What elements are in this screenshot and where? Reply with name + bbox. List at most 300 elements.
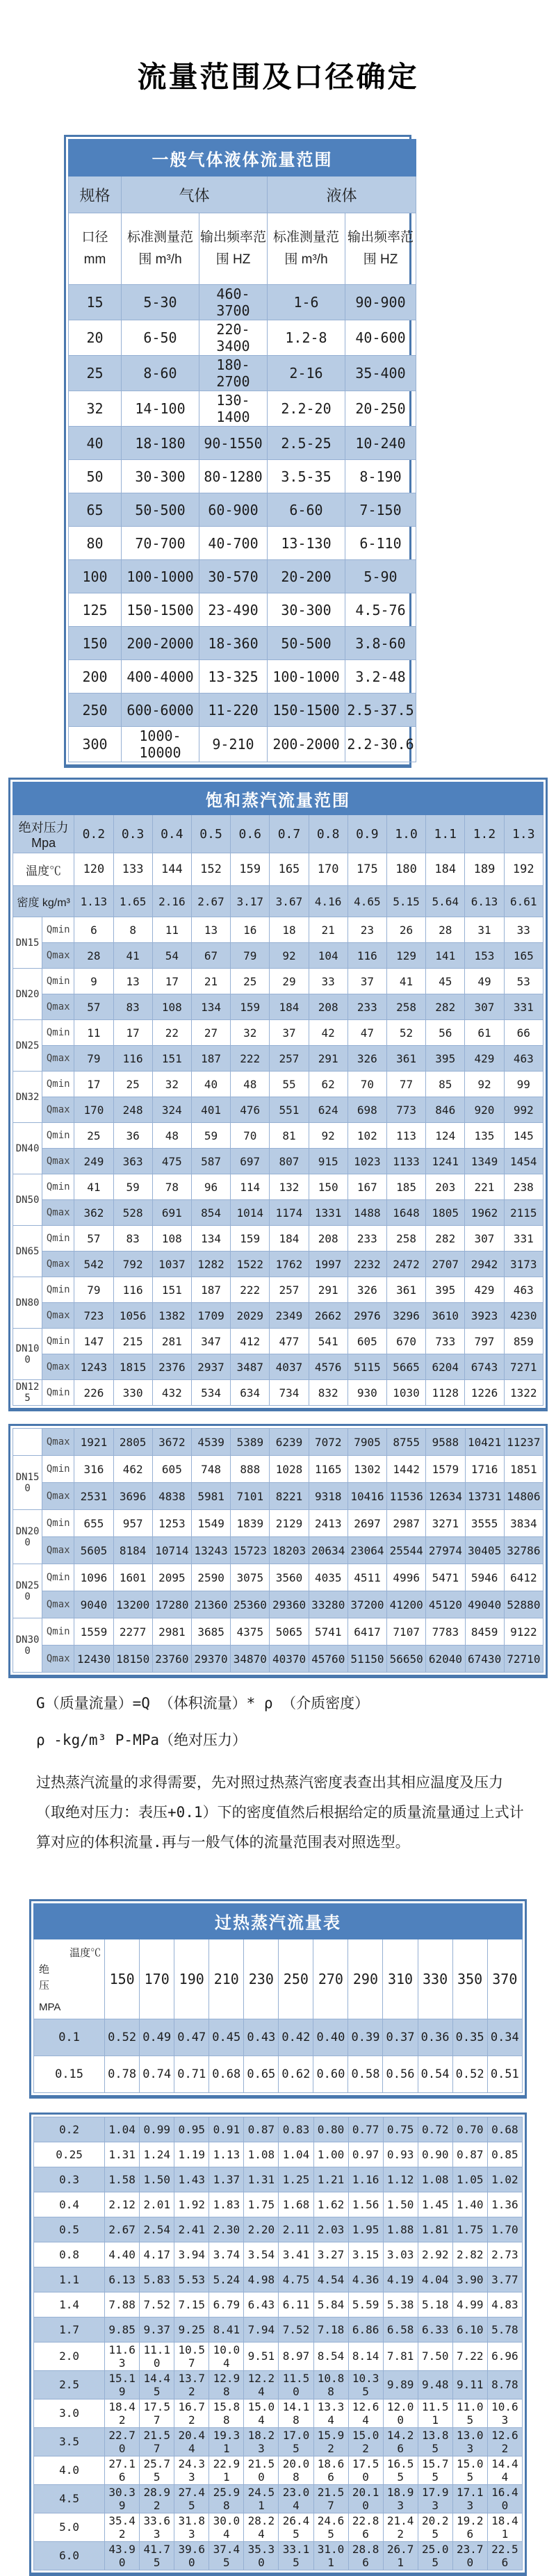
flow-value-cell: 1037: [152, 1252, 191, 1277]
density-value-cell: 3.90: [452, 2267, 487, 2292]
flow-value-cell: 1241: [426, 1149, 465, 1174]
flow-value-cell: 13731: [465, 1483, 504, 1510]
flow-value-cell: 7072: [309, 1429, 348, 1456]
flow-value-cell: 1226: [465, 1380, 504, 1406]
flow-value-cell: 9: [74, 969, 113, 994]
flow-value-cell: 1851: [504, 1456, 543, 1483]
diameter-cell: 125: [69, 593, 122, 627]
flow-value-cell: 723: [74, 1303, 113, 1329]
density-value-cell: 13.72: [174, 2370, 209, 2399]
diameter-cell: 20: [69, 320, 122, 356]
flow-value-cell: 92: [465, 1072, 504, 1097]
flow-value-cell: 42: [309, 1020, 348, 1046]
flow-value-cell: 2472: [386, 1252, 425, 1277]
density-value-cell: 0.72: [418, 2117, 452, 2142]
flow-value-cell: 6417: [348, 1618, 386, 1646]
density-value-cell: 0.52: [105, 2019, 140, 2056]
flow-value-cell: 37: [348, 969, 386, 994]
flow-value-cell: 551: [270, 1097, 309, 1123]
range-cell: 30-300: [122, 460, 199, 493]
flow-value-cell: 541: [309, 1329, 348, 1354]
dn-label: DN100: [13, 1329, 42, 1380]
density-value-cell: 15.75: [418, 2456, 452, 2484]
qmax-label: Qmax: [42, 1149, 74, 1174]
flow-value-cell: 1382: [152, 1303, 191, 1329]
flow-value-cell: 4375: [231, 1618, 270, 1646]
table1-row: [69, 356, 416, 391]
density-value-cell: 5.83: [140, 2267, 174, 2292]
flow-value-cell: 11: [74, 1020, 113, 1046]
flow-value-cell: 7101: [231, 1483, 270, 1510]
qmax-label: Qmax: [42, 1646, 74, 1673]
dn-label: DN25: [13, 1020, 42, 1072]
density-value-cell: 2.11: [279, 2217, 313, 2242]
density-value-cell: 4.40: [105, 2242, 140, 2267]
flow-value-cell: 55: [270, 1072, 309, 1097]
pressure-row-label: 0.4: [34, 2192, 105, 2217]
flow-value-cell: 165: [504, 943, 543, 969]
flow-value-cell: 347: [191, 1329, 230, 1354]
qmax-label: Qmax: [42, 1354, 74, 1380]
density-value-cell: 13.85: [418, 2427, 452, 2456]
qmin-label: Qmin: [42, 1456, 74, 1483]
general-flow-table-frame: [64, 135, 414, 768]
range-cell: 100-1000: [268, 660, 345, 694]
pressure-row-label: 0.25: [34, 2142, 105, 2167]
density-value-cell: 0.77: [348, 2117, 383, 2142]
flow-value-cell: 655: [74, 1510, 113, 1537]
table3-title: 过热蒸汽流量表: [34, 1903, 523, 1939]
flow-value-cell: 307: [465, 1226, 504, 1252]
table1-row: [69, 727, 416, 762]
table3-row: [34, 2370, 523, 2399]
dn-label: DN250: [13, 1564, 42, 1618]
flow-value-cell: 92: [309, 1123, 348, 1149]
flow-value-cell: 30405: [465, 1537, 504, 1564]
density-value-cell: 3.94: [174, 2242, 209, 2267]
temperature-column-header: 270: [313, 1939, 348, 2019]
density-value-cell: 1.70: [487, 2217, 522, 2242]
density-value-cell: 1.75: [244, 2192, 279, 2217]
density-value-cell: 33.63: [140, 2513, 174, 2541]
density-value-cell: 11.05: [452, 2399, 487, 2427]
flow-value-cell: 331: [504, 994, 543, 1020]
flow-value-cell: 462: [113, 1456, 152, 1483]
flow-value-cell: 1815: [113, 1354, 152, 1380]
flow-value-cell: 17: [152, 969, 191, 994]
flow-value-cell: 542: [74, 1252, 113, 1277]
flow-value-cell: 605: [152, 1456, 191, 1483]
flow-value-cell: 72710: [504, 1646, 543, 1673]
flow-value-cell: 534: [191, 1380, 230, 1406]
temperature-value-cell: 189: [465, 853, 504, 886]
flow-value-cell: 7783: [426, 1618, 465, 1646]
flow-value-cell: 2029: [231, 1303, 270, 1329]
density-value-cell: 18.42: [105, 2399, 140, 2427]
flow-value-cell: 37200: [348, 1591, 386, 1618]
flow-value-cell: 8184: [113, 1537, 152, 1564]
density-value-cell: 1.04: [279, 2142, 313, 2167]
density-value-cell: 2.41: [174, 2217, 209, 2242]
qmax-label: Qmax: [42, 994, 74, 1020]
flow-value-cell: 116: [113, 1046, 152, 1072]
range-cell: 600-6000: [122, 694, 199, 727]
flow-value-cell: 7107: [387, 1618, 426, 1646]
density-value-cell: 28.24: [244, 2513, 279, 2541]
flow-value-cell: 49: [465, 969, 504, 994]
table1-row: [69, 427, 416, 460]
table2-row: [13, 1046, 543, 1072]
density-value-cell: 6.13: [105, 2267, 140, 2292]
density-value-cell: 6.33: [418, 2317, 452, 2342]
density-value-cell: 0.80: [313, 2117, 348, 2142]
density-value-cell: 0.37: [383, 2019, 418, 2056]
density-value-cell: 13.03: [452, 2427, 487, 2456]
note-superheated-instructions: 过热蒸汽流量的求得需要，先对照过热蒸汽密度表查出其相应温度及压力（取绝对压力：表压+0.1）下的密度值然后根据给定的质量流量通过上式计算对应的体积流量.再与一般气体的流量范围表对照选型。: [36, 1773, 524, 1851]
qmin-label: Qmin: [42, 1510, 74, 1537]
dn-label: DN32: [13, 1072, 42, 1123]
density-value-cell: 10.35: [348, 2370, 383, 2399]
flow-value-cell: 395: [426, 1277, 465, 1303]
density-value-cell: 26.45: [279, 2513, 313, 2541]
density-value-cell: 5.38: [383, 2292, 418, 2317]
density-value-cell: 0.36: [418, 2019, 452, 2056]
flow-value-cell: 1253: [152, 1510, 191, 1537]
range-cell: 40-600: [345, 320, 416, 356]
qmin-label: Qmin: [42, 1564, 74, 1591]
flow-value-cell: 2590: [191, 1564, 230, 1591]
table2-row: [13, 1123, 543, 1149]
density-value-cell: 0.78: [105, 2056, 140, 2092]
flow-value-cell: 67430: [465, 1646, 504, 1673]
flow-value-cell: 1716: [465, 1456, 504, 1483]
table2-row: [13, 1564, 543, 1591]
flow-value-cell: 141: [426, 943, 465, 969]
flow-value-cell: 102: [348, 1123, 386, 1149]
flow-value-cell: 29370: [191, 1646, 230, 1673]
table3-row: [34, 2192, 523, 2217]
density-value-cell: 6.86: [348, 2317, 383, 2342]
flow-value-cell: 624: [309, 1097, 348, 1123]
flow-value-cell: 147: [74, 1329, 113, 1354]
qmin-label: Qmin: [42, 917, 74, 943]
flow-value-cell: 4576: [309, 1354, 348, 1380]
table2-row: [13, 1380, 543, 1406]
density-value-cell: 1.21: [313, 2167, 348, 2192]
density-value-cell: 0.71: [174, 2056, 209, 2092]
flow-value-cell: 11237: [504, 1429, 543, 1456]
density-value-cell: 8.14: [348, 2342, 383, 2370]
density-value-cell: 1.37: [209, 2167, 244, 2192]
range-cell: 3.5-35: [268, 460, 345, 493]
flow-value-cell: 605: [348, 1329, 386, 1354]
density-value-cell: 6.11: [279, 2292, 313, 2317]
density-value-cell: 22.56: [487, 2541, 522, 2570]
density-value-cell: 1.95: [348, 2217, 383, 2242]
density-value-cell: 1.50: [383, 2192, 418, 2217]
flow-value-cell: 832: [309, 1380, 348, 1406]
flow-value-cell: 59: [191, 1123, 230, 1149]
flow-value-cell: 463: [504, 1046, 543, 1072]
flow-value-cell: 28: [74, 943, 113, 969]
dn-label: DN200: [13, 1510, 42, 1564]
density-value-cell: 0.62: [279, 2056, 313, 2092]
flow-value-cell: 698: [348, 1097, 386, 1123]
flow-value-cell: 41: [74, 1174, 113, 1200]
flow-value-cell: 59: [113, 1174, 152, 1200]
superheated-steam-table: [33, 1903, 523, 2093]
density-value-cell: 19.26: [452, 2513, 487, 2541]
table3-header-row: [34, 1939, 523, 2019]
flow-value-cell: 23760: [152, 1646, 191, 1673]
dn-label: DN65: [13, 1226, 42, 1277]
pressure-row-label: 5.0: [34, 2513, 105, 2541]
table1-row: [69, 285, 416, 320]
density-value-cell: 1.19: [174, 2142, 209, 2167]
density-value-cell: 16.55: [383, 2456, 418, 2484]
flow-value-cell: 226: [74, 1380, 113, 1406]
qmin-label: Qmin: [42, 1329, 74, 1354]
pressure-row-label: 4.5: [34, 2484, 105, 2513]
density-value-cell: 20.08: [279, 2456, 313, 2484]
table2-row: [13, 1149, 543, 1174]
temperature-column-header: 290: [348, 1939, 383, 2019]
flow-value-cell: 1133: [386, 1149, 425, 1174]
density-value-cell: 21.50: [244, 2456, 279, 2484]
density-value-cell: 2.73: [487, 2242, 522, 2267]
range-cell: 2-16: [268, 356, 345, 391]
density-value-cell: 14.45: [140, 2370, 174, 2399]
flow-value-cell: 773: [386, 1097, 425, 1123]
density-value-cell: 18.23: [244, 2427, 279, 2456]
table1-row: [69, 627, 416, 660]
flow-value-cell: 5665: [386, 1354, 425, 1380]
table2-row: [13, 1646, 543, 1673]
range-cell: 2.5-25: [268, 427, 345, 460]
density-value-cell: 17.57: [140, 2399, 174, 2427]
flow-value-cell: 49040: [465, 1591, 504, 1618]
qmin-label: Qmin: [42, 1072, 74, 1097]
density-value-cell: 12.98: [209, 2370, 244, 2399]
flow-value-cell: 135: [465, 1123, 504, 1149]
range-cell: 200-2000: [122, 627, 199, 660]
density-value-cell: 7.22: [452, 2342, 487, 2370]
table2-row: [13, 1483, 543, 1510]
density-value-cell: 14.26: [383, 2427, 418, 2456]
density-value-cell: 0.87: [244, 2117, 279, 2142]
flow-value-cell: 6412: [504, 1564, 543, 1591]
range-cell: 11-220: [199, 694, 268, 727]
flow-value-cell: 4539: [191, 1429, 230, 1456]
flow-value-cell: 1805: [426, 1200, 465, 1226]
flow-value-cell: 1488: [348, 1200, 386, 1226]
flow-value-cell: 79: [74, 1046, 113, 1072]
range-cell: 4.5-76: [345, 593, 416, 627]
qmin-label: Qmin: [42, 1226, 74, 1252]
density-value-cell: 0.85: [487, 2142, 522, 2167]
flow-value-cell: 3610: [426, 1303, 465, 1329]
temperature-column-header: 350: [452, 1939, 487, 2019]
flow-value-cell: 13243: [191, 1537, 230, 1564]
flow-value-cell: 2987: [387, 1510, 426, 1537]
flow-value-cell: 1549: [191, 1510, 230, 1537]
density-value-cell: 18.93: [383, 2484, 418, 2513]
density-value-cell: 4.36: [348, 2267, 383, 2292]
density-value-cell: 1.50: [140, 2167, 174, 2192]
flow-value-cell: 66: [504, 1020, 543, 1046]
density-value-cell: 2.16: [152, 886, 191, 917]
range-cell: 2.5-37.5: [345, 694, 416, 727]
flow-value-cell: 187: [191, 1046, 230, 1072]
flow-value-cell: 221: [465, 1174, 504, 1200]
flow-value-cell: 222: [231, 1277, 270, 1303]
flow-value-cell: 291: [309, 1046, 348, 1072]
flow-value-cell: 208: [309, 1226, 348, 1252]
flow-value-cell: 238: [504, 1174, 543, 1200]
flow-value-cell: 11: [152, 917, 191, 943]
density-value-cell: 20.44: [174, 2427, 209, 2456]
table3-row: [34, 2167, 523, 2192]
range-cell: 3.8-60: [345, 627, 416, 660]
density-value-cell: 1.08: [418, 2167, 452, 2192]
flow-value-cell: 52: [386, 1020, 425, 1046]
pressure-row-label: 0.2: [34, 2117, 105, 2142]
density-value-cell: 2.12: [105, 2192, 140, 2217]
qmax-label: Qmax: [42, 1429, 74, 1456]
temperature-value-cell: 184: [426, 853, 465, 886]
spec-header: 规格: [69, 177, 122, 213]
table2-row: [13, 1200, 543, 1226]
diameter-cell: 80: [69, 527, 122, 560]
table2-row: [13, 994, 543, 1020]
density-value-cell: 0.47: [174, 2019, 209, 2056]
dn-label: DN125: [13, 1380, 42, 1406]
flow-value-cell: 151: [152, 1046, 191, 1072]
flow-value-cell: 40370: [270, 1646, 309, 1673]
flow-value-cell: 56650: [387, 1646, 426, 1673]
superheated-steam-table-continued: [33, 2117, 523, 2570]
density-value-cell: 1.58: [105, 2167, 140, 2192]
flow-value-cell: 2707: [426, 1252, 465, 1277]
density-value-cell: 12.62: [487, 2427, 522, 2456]
density-value-cell: 25.98: [209, 2484, 244, 2513]
table3-row: [34, 2513, 523, 2541]
liquid-measure-range-header: 标准测量范围 m³/h: [268, 213, 345, 285]
table2-row: [13, 1174, 543, 1200]
saturated-steam-table-continued: [13, 1428, 543, 1673]
flow-value-cell: 48: [152, 1123, 191, 1149]
flow-value-cell: 1302: [348, 1456, 386, 1483]
pressure-value-cell: 0.9: [348, 815, 386, 853]
dn-label: DN300: [13, 1618, 42, 1673]
flow-value-cell: 129: [386, 943, 425, 969]
flow-value-cell: 45760: [309, 1646, 348, 1673]
corner-temperature-axis-label: 温度℃: [70, 1946, 101, 1959]
flow-value-cell: 9588: [426, 1429, 465, 1456]
density-value-cell: 0.35: [452, 2019, 487, 2056]
range-cell: 8-60: [122, 356, 199, 391]
pressure-row-label: 1.7: [34, 2317, 105, 2342]
superheated-steam-table-frame-1: [29, 1899, 527, 2099]
flow-value-cell: 4037: [270, 1354, 309, 1380]
density-value-cell: 22.86: [348, 2513, 383, 2541]
table2-row: [13, 1226, 543, 1252]
flow-value-cell: 33280: [309, 1591, 348, 1618]
pressure-row-label: 3.5: [34, 2427, 105, 2456]
flow-value-cell: 249: [74, 1149, 113, 1174]
flow-value-cell: 10416: [348, 1483, 386, 1510]
density-value-cell: 7.52: [140, 2292, 174, 2317]
density-value-cell: 1.88: [383, 2217, 418, 2242]
flow-value-cell: 854: [191, 1200, 230, 1226]
density-value-cell: 1.13: [209, 2142, 244, 2167]
flow-value-cell: 475: [152, 1149, 191, 1174]
dn-label: DN15: [13, 917, 42, 969]
density-value-cell: 1.62: [313, 2192, 348, 2217]
range-cell: 9-210: [199, 727, 268, 762]
range-cell: 460-3700: [199, 285, 268, 320]
temperature-label: 温度℃: [13, 853, 74, 886]
density-value-cell: 31.01: [313, 2541, 348, 2570]
flow-value-cell: 18: [270, 917, 309, 943]
qmax-label: Qmax: [42, 1046, 74, 1072]
table3-row: [34, 2019, 523, 2056]
density-value-cell: 12.00: [383, 2399, 418, 2427]
flow-value-cell: 326: [348, 1046, 386, 1072]
flow-value-cell: 8221: [270, 1483, 309, 1510]
flow-value-cell: 6239: [270, 1429, 309, 1456]
density-value-cell: 2.03: [313, 2217, 348, 2242]
density-header-row: [13, 886, 543, 917]
flow-value-cell: 670: [386, 1329, 425, 1354]
flow-value-cell: 258: [386, 1226, 425, 1252]
flow-value-cell: 85: [426, 1072, 465, 1097]
temperature-value-cell: 159: [231, 853, 270, 886]
density-value-cell: 8.78: [487, 2370, 522, 2399]
flow-value-cell: 2349: [270, 1303, 309, 1329]
table1-row: [69, 493, 416, 527]
temperature-column-header: 150: [105, 1939, 140, 2019]
density-value-cell: 27.16: [105, 2456, 140, 2484]
pressure-row-label: 0.5: [34, 2217, 105, 2242]
flow-value-cell: 25: [74, 1123, 113, 1149]
density-value-cell: 11.10: [140, 2342, 174, 2370]
range-cell: 90-900: [345, 285, 416, 320]
flow-value-cell: 77: [386, 1072, 425, 1097]
density-value-cell: 6.58: [383, 2317, 418, 2342]
flow-value-cell: 18203: [270, 1537, 309, 1564]
qmin-label: Qmin: [42, 969, 74, 994]
flow-value-cell: 1921: [74, 1429, 113, 1456]
density-value-cell: 0.91: [209, 2117, 244, 2142]
flow-value-cell: 3075: [231, 1564, 270, 1591]
flow-value-cell: 23: [348, 917, 386, 943]
density-label: 密度 kg/m³: [13, 886, 74, 917]
density-value-cell: 14.18: [279, 2399, 313, 2427]
corner-pressure-unit-label: MPA: [39, 2001, 61, 2013]
flow-value-cell: 1349: [465, 1149, 504, 1174]
density-value-cell: 1.92: [174, 2192, 209, 2217]
flow-value-cell: 28: [426, 917, 465, 943]
density-value-cell: 5.64: [426, 886, 465, 917]
density-value-cell: 0.83: [279, 2117, 313, 2142]
saturated-steam-table-frame-1: [8, 778, 548, 1411]
flow-value-cell: 41: [113, 943, 152, 969]
flow-value-cell: 2129: [270, 1510, 309, 1537]
flow-value-cell: 807: [270, 1149, 309, 1174]
density-value-cell: 6.96: [487, 2342, 522, 2370]
flow-value-cell: 1522: [231, 1252, 270, 1277]
